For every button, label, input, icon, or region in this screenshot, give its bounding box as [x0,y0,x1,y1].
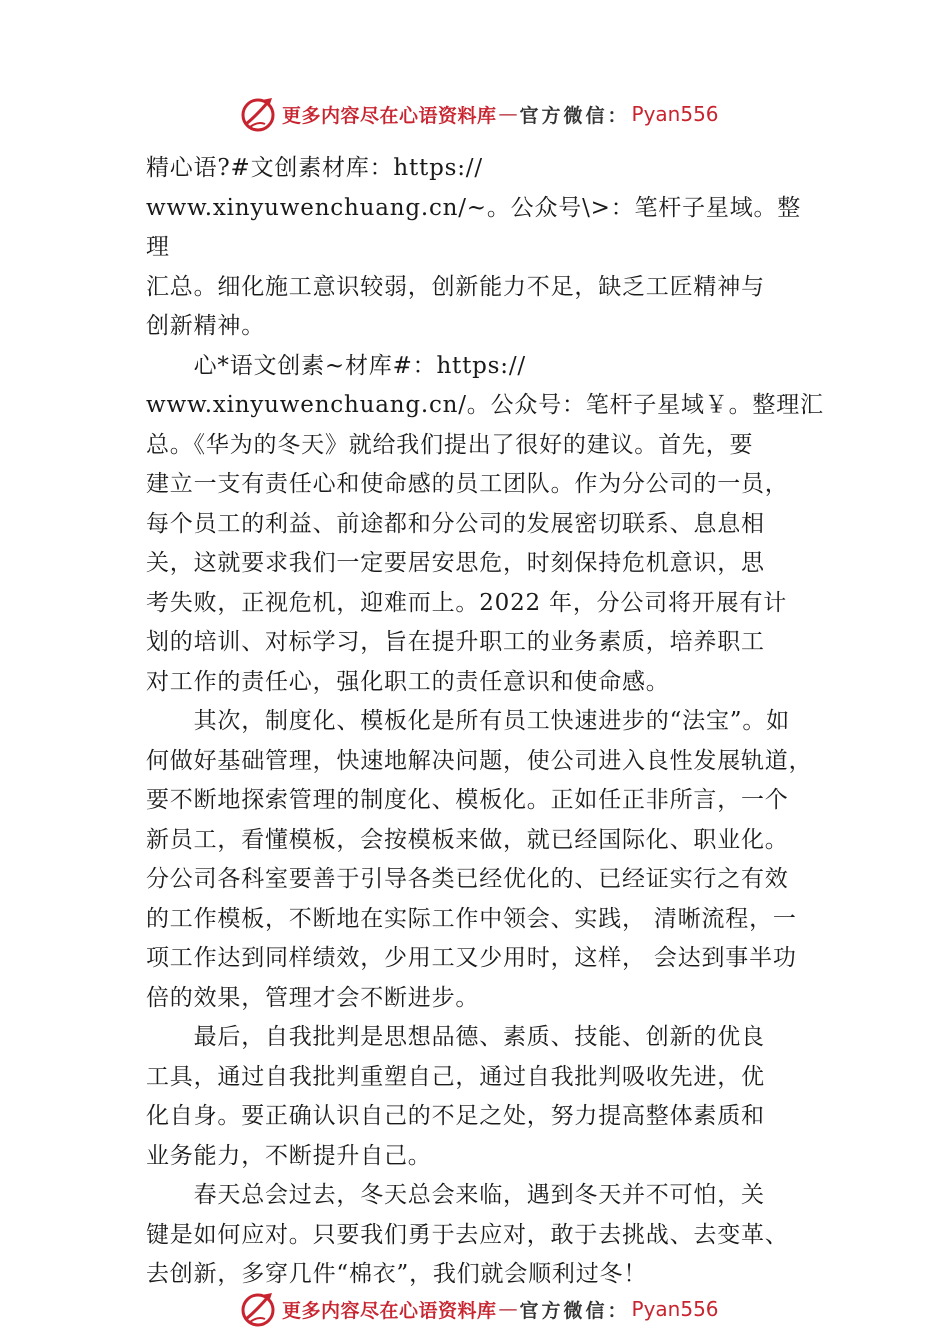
paragraph-4: 最后，自我批判是思想品德、素质、技能、创新的优良 工具，通过自我批判重塑自己，通过自我批判吸收先进，优 化自身。要正确认识自己的不足之处，努力提高整体素质和 业务能力，不断提升自己。 [146,1024,765,1169]
header-brand-text: 更多内容尽在心语资料库 [282,104,497,127]
paragraph-1: 精心语?#文创素材库：https:// www.xinyuwenchuang.cn/~。公众号\>：笔杆子星域。整理 汇总。细化施工意识较弱，创新能力不足，缺乏工匠精神与 创新精神。 [146,155,802,339]
document-body [146,149,824,1295]
footer-separator: — [498,1298,518,1320]
header-wechat-label: 官方微信： [519,104,630,127]
footer-brand-text: 更多内容尽在心语资料库 [282,1299,497,1322]
pen-circle-logo-icon [238,1289,278,1329]
paragraph-3: 其次，制度化、模板化是所有员工快速进步的“法宝”。如 何做好基础管理，快速地解决问题，使公司进入良性发展轨道， 要不断地探索管理的制度化、模板化。正如任正非所言，一个 新员工，看懂模板，会按模板来做，就已经国际化、职业化。 分公司各科室要善于引导各类已经优化的、已经证实行之有效 的工作模板，不断地在实际工作中领会、实践， 清晰流程，一 项工作达到同样绩效，少用工又少用时，这样， 会达到事半功 倍的效果，管理才会不断进步。 [146,708,813,1011]
header-wechat-id: Pyan556 [631,102,719,126]
header-banner [238,94,758,134]
footer-banner [238,1289,758,1329]
paragraph-5: 春天总会过去，冬天总会来临，遇到冬天并不可怕，关 键是如何应对。只要我们勇于去应对，敢于去挑战、去变革、 去创新，多穿几件“棉衣”，我们就会顺利过冬！ [146,1182,789,1287]
footer-wechat-id: Pyan556 [631,1297,719,1321]
header-separator: — [498,103,518,125]
pen-circle-logo-icon [238,94,278,134]
footer-wechat-label: 官方微信： [519,1299,630,1322]
paragraph-2: 心*语文创素~材库#：https:// www.xinyuwenchuang.cn/。公众号：笔杆子星域￥。整理汇 总。《华为的冬天》就给我们提出了很好的建议。首先，要 建立一支有责任心和使命感的员工团队。作为分公司的一员， 每个员工的利益、前途都和分公司的发展密切联系、息息相 关，这就要求我们一定要居安思危，时刻保持危机意识，思 考失败，正视危机，迎难而上。2022 年，分公司将开展有计 划的培训、对标学习，旨在提升职工的业务素质，培养职工 对工作的责任心，强化职工的责任意识和使命感。 [146,352,824,695]
